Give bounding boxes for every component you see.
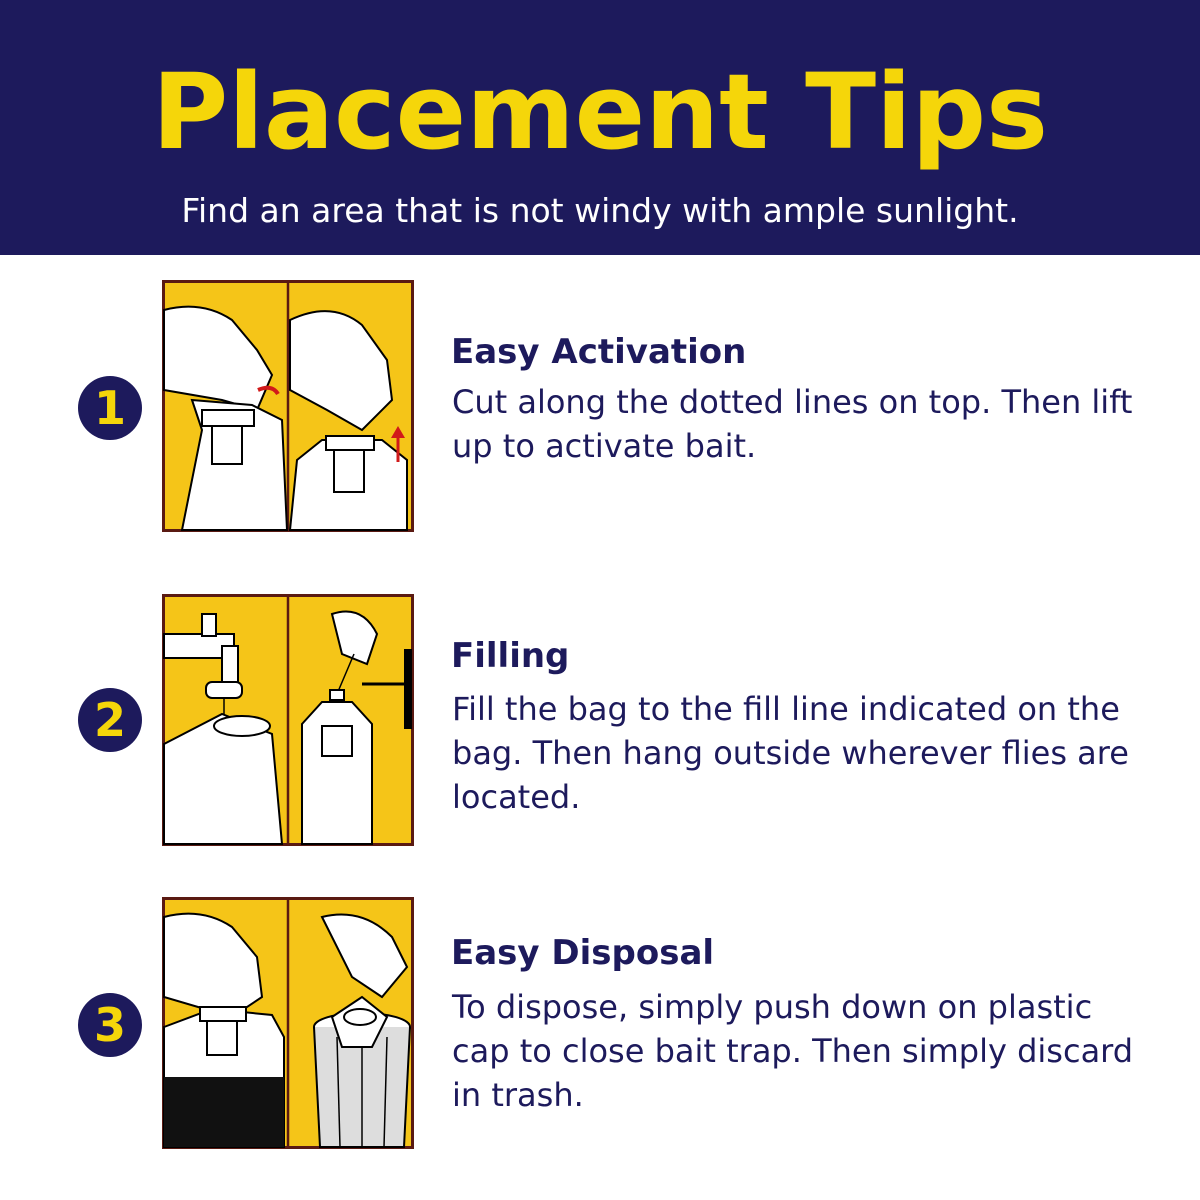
disposal-illustration xyxy=(162,897,414,1149)
header-banner xyxy=(0,0,1200,255)
step-number-badge: 3 xyxy=(78,993,142,1057)
step-1 xyxy=(0,280,1200,532)
step-number-badge: 2 xyxy=(78,688,142,752)
step-description: Cut along the dotted lines on top. Then lift up to activate bait. xyxy=(452,383,1133,465)
step-number-badge: 1 xyxy=(78,376,142,440)
activation-illustration xyxy=(162,280,414,532)
step-title: Filling xyxy=(451,636,570,676)
step-description: Fill the bag to the fill line indicated on the bag. Then hang outside wherever flies are located. xyxy=(452,690,1129,816)
page-subtitle: Find an area that is not windy with ample sunlight. xyxy=(181,191,1019,230)
faucet-filling-illustration-icon xyxy=(162,594,414,846)
step-3 xyxy=(0,897,1200,1149)
disposal-trash-illustration-icon xyxy=(162,897,414,1149)
step-2 xyxy=(0,594,1200,846)
filling-illustration xyxy=(162,594,414,846)
hands-cutting-illustration-icon xyxy=(162,280,414,532)
step-description: To dispose, simply push down on plastic cap to close bait trap. Then simply discard in trash. xyxy=(452,988,1134,1114)
step-title: Easy Disposal xyxy=(451,933,715,973)
page-title: Placement Tips xyxy=(151,51,1049,173)
step-title: Easy Activation xyxy=(451,332,747,372)
